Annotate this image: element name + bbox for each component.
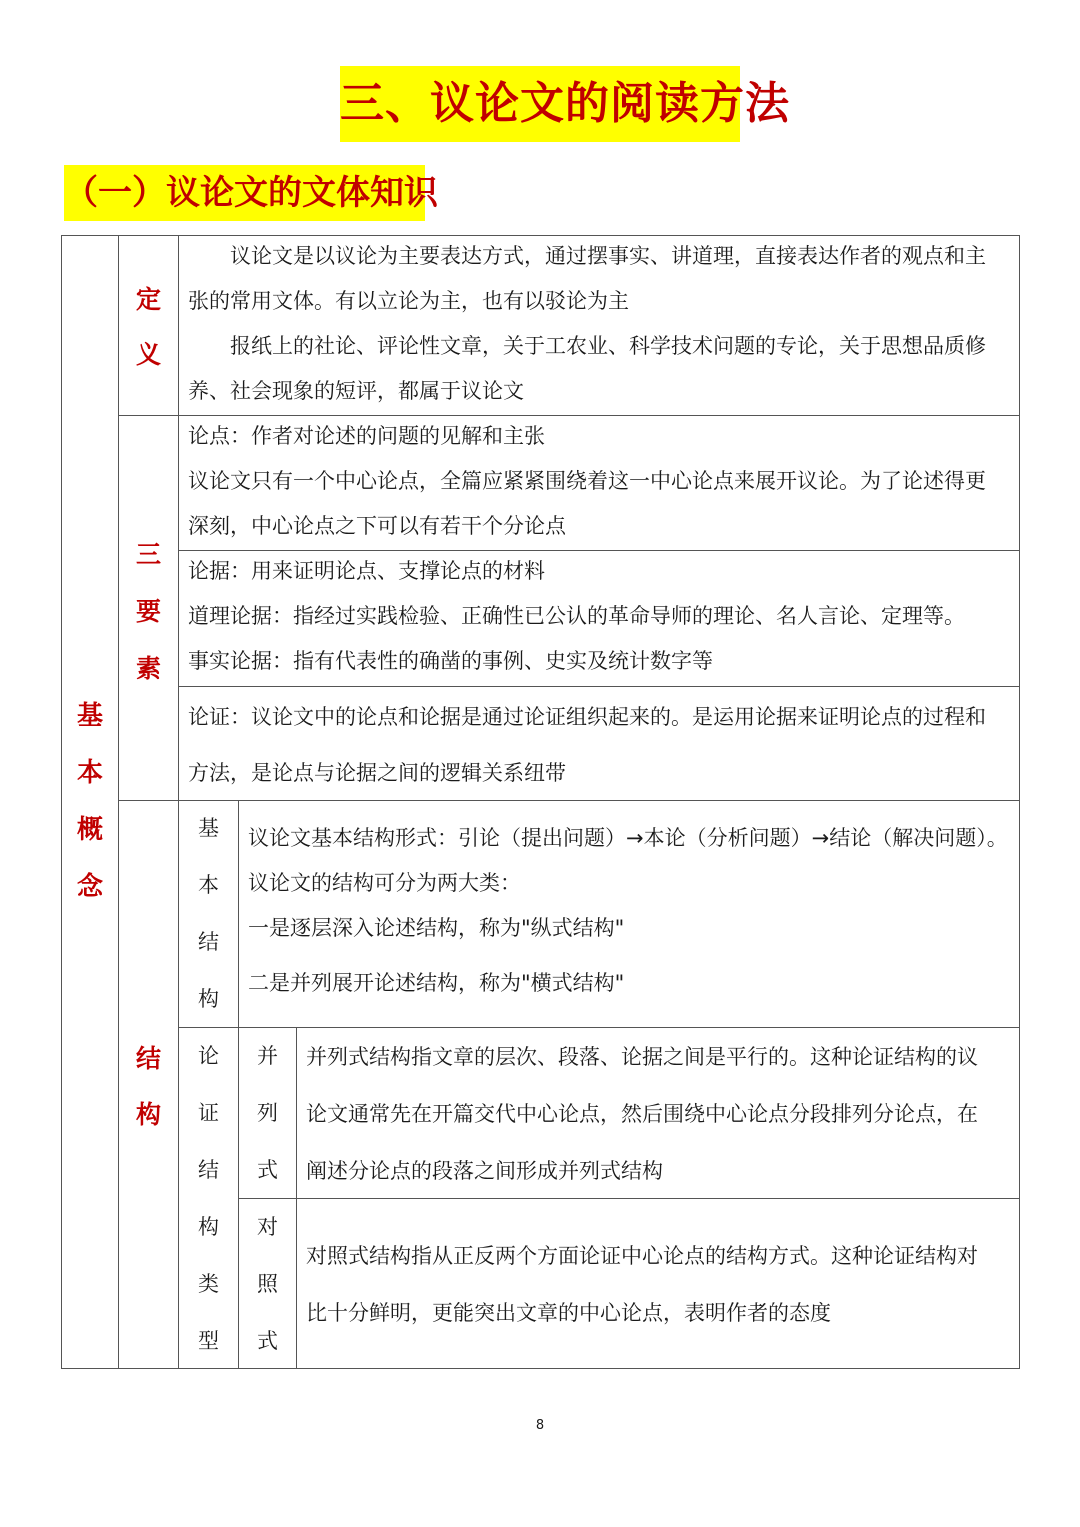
divider — [118, 235, 119, 1369]
parallel-structure-text: 并列式结构指文章的层次、段落、论据之间是平行的。这种论证结构的议 论文通常先在开篇交代中心论点，然后围绕中心论点分段排列分论点，在 阐述分论点的段落之间形成并列式结构 — [306, 1045, 978, 1183]
argument-structure-types-label: 论 证 结 构 类 型 — [198, 1043, 219, 1353]
divider — [178, 1027, 1020, 1028]
definition-text: 议论文是以议论为主要表达方式，通过摆事实、讲道理，直接表达作者的观点和主 张的常用文体。有以立论为主，也有以驳论为主 报纸上的社论、评论性文章，关于工农业、科学技术问题的专论，关于思想品质修 养、社会现象的短评，都属于议论文 — [188, 244, 986, 403]
contrast-structure-label: 对 照 式 — [257, 1214, 278, 1353]
section-subtitle: （一）议论文的文体知识 — [64, 165, 425, 221]
reasoning-text: 论证：议论文中的论点和论据是通过论证组织起来的。是运用论据来证明论点的过程和 方法，是论点与论据之间的逻辑关系纽带 — [188, 705, 986, 785]
definition-label: 定 义 — [135, 285, 161, 369]
basic-concept-label: 基 本 概 念 — [76, 701, 103, 902]
evidence-text: 论据：用来证明论点、支撑论点的材料 道理论据：指经过实践检验、正确性已公认的革命导师的理论、名人言论、定理等。 事实论据：指有代表性的确凿的事例、史实及统计数字等 — [188, 559, 965, 673]
parallel-structure-label: 并 列 式 — [257, 1043, 278, 1182]
argument-point-text: 论点：作者对论述的问题的见解和主张 议论文只有一个中心论点，全篇应紧紧围绕着这一中心论点来展开议论。为了论述得更 深刻，中心论点之下可以有若干个分论点 — [188, 424, 986, 538]
basic-structure-label: 基 本 结 构 — [198, 816, 219, 1011]
structure-label: 结 构 — [135, 1043, 161, 1129]
page-number: 8 — [535, 1418, 545, 1433]
page-title: 三、议论文的阅读方法 — [340, 66, 740, 142]
contrast-structure-text: 对照式结构指从正反两个方面论证中心论点的结构方式。这种论证结构对 比十分鲜明，更能突出文章的中心论点，表明作者的态度 — [306, 1244, 978, 1325]
three-elements-label: 三 要 素 — [135, 540, 161, 683]
basic-structure-text: 议论文基本结构形式：引论（提出问题）→本论（分析问题）→结论（解决问题）。 议论文的结构可分为两大类： 一是逐层深入论述结构，称为"纵式结构" 二是并列展开论述结构，称为"横式结构" — [248, 826, 1008, 995]
divider — [178, 686, 1020, 687]
